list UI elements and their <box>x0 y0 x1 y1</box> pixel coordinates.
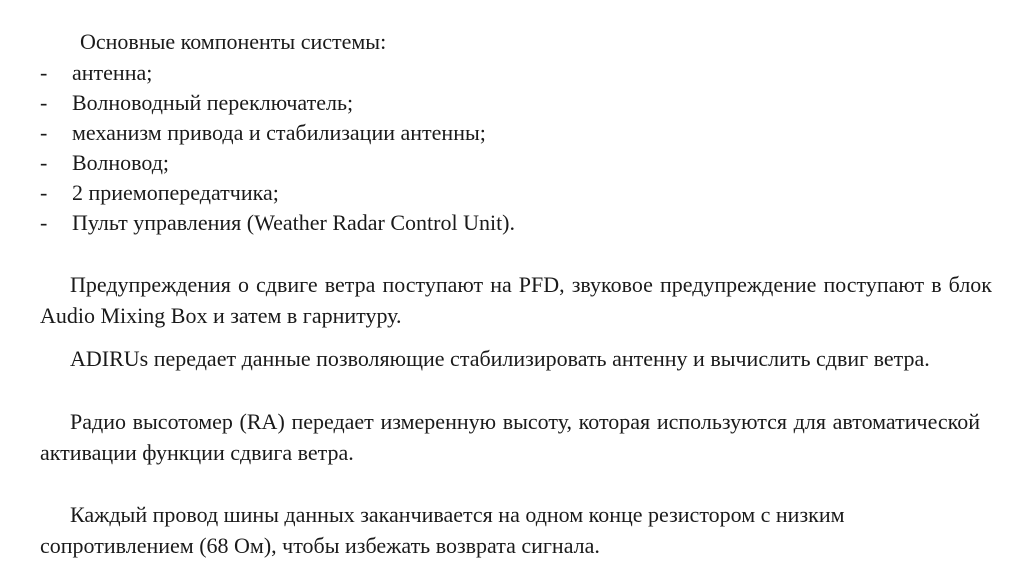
list-item <box>40 58 515 88</box>
paragraph-adirus: ADIRUs передает данные позволяющие стабилизировать антенну и вычислить сдвиг ветра. <box>70 346 930 371</box>
paragraph-radio-altimeter: Радио высотомер (RA) передает измеренную высоту, которая используются для автоматической активации функции сдвига ветра. <box>40 409 980 465</box>
paragraph-windshear-warnings: Предупреждения о сдвиге ветра поступают на PFD, звуковое предупреждение поступают в блок Audio Mixing Box и затем в гарнитуру. <box>40 272 992 328</box>
bullet-dash: - <box>40 120 48 145</box>
list-item-text: Волноводный переключатель; <box>72 90 354 115</box>
list-item <box>40 148 515 178</box>
paragraph-data-bus: Каждый провод шины данных заканчивается на одном конце резистором с низким сопротивлением (68 Ом), чтобы избежать возврата сигнала. <box>40 502 845 558</box>
bullet-dash: - <box>40 210 48 235</box>
bullet-dash: - <box>40 60 48 85</box>
list-item <box>40 88 515 118</box>
list-item-text: 2 приемопередатчика; <box>72 180 279 205</box>
bullet-dash: - <box>40 180 48 205</box>
list-item-text: антенна; <box>72 60 153 85</box>
list-item <box>40 208 515 238</box>
list-item-text: Пульт управления (Weather Radar Control Unit). <box>72 210 516 235</box>
list-item-text: Волновод; <box>72 150 170 175</box>
list-item <box>40 178 515 208</box>
list-item-text: механизм привода и стабилизации антенны; <box>72 120 486 145</box>
components-heading: Основные компоненты системы: <box>80 29 387 54</box>
bullet-dash: - <box>40 150 48 175</box>
components-list <box>40 58 515 238</box>
bullet-dash: - <box>40 90 48 115</box>
list-item <box>40 118 515 148</box>
